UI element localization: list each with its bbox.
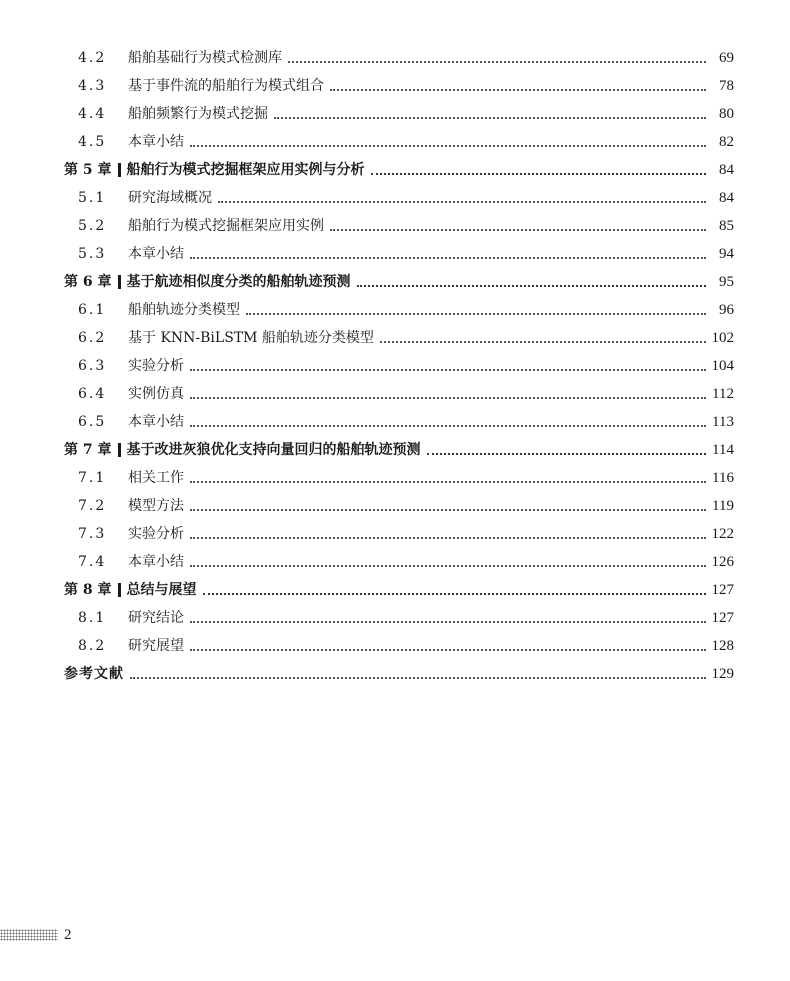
chapter-label: 第 7 章 [64, 442, 112, 458]
chapter-label: 第 5 章 [64, 162, 112, 178]
toc-entry[interactable] [64, 408, 734, 436]
leader-dots [190, 257, 706, 259]
entry-title: 船舶基础行为模式检测库 [128, 50, 282, 66]
page-number: 69 [719, 50, 734, 66]
section-number: 8.1 [78, 610, 107, 626]
section-number: 5.3 [78, 246, 107, 262]
chapter-bar [118, 275, 121, 289]
leader-dots [288, 61, 706, 63]
leader-dots [190, 509, 706, 511]
section-number: 5.1 [78, 190, 107, 206]
page-footer [0, 928, 72, 942]
section-number: 6.5 [78, 414, 107, 430]
page-number: 96 [719, 302, 734, 318]
chapter-title: 基于改进灰狼优化支持向量回归的船舶轨迹预测 [126, 442, 421, 458]
page-number: 127 [711, 582, 734, 598]
entry-title: 船舶频繁行为模式挖掘 [128, 106, 268, 122]
chapter-title: 船舶行为模式挖掘框架应用实例与分析 [126, 162, 365, 178]
toc-entry[interactable] [64, 380, 734, 408]
toc-entry[interactable] [64, 184, 734, 212]
entry-title: 本章小结 [128, 246, 184, 262]
leader-dots [330, 229, 706, 231]
entry-title: 研究海域概况 [128, 190, 212, 206]
entry-title: 模型方法 [128, 498, 184, 514]
leader-dots [246, 313, 706, 315]
page-number: 114 [712, 442, 734, 458]
toc-entry[interactable] [64, 44, 734, 72]
entry-title: 船舶行为模式挖掘框架应用实例 [128, 218, 324, 234]
page-number: 102 [711, 330, 734, 346]
toc-chapter-entry[interactable] [64, 268, 734, 296]
toc-entry[interactable] [64, 492, 734, 520]
section-number: 8.2 [78, 638, 107, 654]
section-number: 4.2 [78, 50, 107, 66]
leader-dots [190, 145, 706, 147]
leader-dots [274, 117, 706, 119]
page-number: 127 [711, 610, 734, 626]
page-number: 119 [712, 498, 734, 514]
chapter-label: 第 6 章 [64, 274, 112, 290]
table-of-contents [64, 44, 734, 688]
page-number: 82 [719, 134, 734, 150]
section-number: 5.2 [78, 218, 107, 234]
toc-entry[interactable] [64, 632, 734, 660]
leader-dots [330, 89, 706, 91]
toc-chapter-entry[interactable] [64, 576, 734, 604]
entry-title: 船舶轨迹分类模型 [128, 302, 240, 318]
page-number: 129 [711, 666, 734, 682]
leader-dots [203, 593, 706, 595]
chapter-bar [118, 583, 121, 597]
toc-chapter-entry[interactable] [64, 156, 734, 184]
toc-entry[interactable] [64, 296, 734, 324]
entry-title: 实例仿真 [128, 386, 184, 402]
leader-dots [190, 565, 706, 567]
page-number: 84 [719, 190, 734, 206]
page-number: 104 [711, 358, 734, 374]
leader-dots [190, 621, 706, 623]
leader-dots [218, 201, 706, 203]
toc-entry[interactable] [64, 128, 734, 156]
chapter-title: 总结与展望 [126, 582, 197, 598]
chapter-title: 基于航迹相似度分类的船舶轨迹预测 [126, 274, 351, 290]
section-number: 7.2 [78, 498, 107, 514]
page-number: 80 [719, 106, 734, 122]
page-number: 116 [712, 470, 734, 486]
page-number: 113 [712, 414, 734, 430]
dot-pattern-ornament [0, 929, 58, 941]
leader-dots [190, 537, 706, 539]
page-number: 112 [712, 386, 734, 402]
leader-dots [371, 173, 707, 175]
chapter-label: 第 8 章 [64, 582, 112, 598]
toc-entry[interactable] [64, 604, 734, 632]
page-number: 122 [711, 526, 734, 542]
section-number: 6.4 [78, 386, 107, 402]
section-number: 7.4 [78, 554, 107, 570]
page-number: 84 [719, 162, 734, 178]
leader-dots [190, 481, 706, 483]
toc-entry[interactable] [64, 352, 734, 380]
entry-title: 实验分析 [128, 358, 184, 374]
entry-title: 实验分析 [128, 526, 184, 542]
toc-references-entry[interactable] [64, 660, 734, 688]
toc-entry[interactable] [64, 520, 734, 548]
entry-title: 本章小结 [128, 134, 184, 150]
toc-entry[interactable] [64, 100, 734, 128]
leader-dots [357, 285, 707, 287]
page-number: 95 [719, 274, 734, 290]
section-number: 4.5 [78, 134, 107, 150]
folio-number: 2 [64, 926, 72, 943]
section-number: 4.3 [78, 78, 107, 94]
entry-title: 相关工作 [128, 470, 184, 486]
toc-entry[interactable] [64, 548, 734, 576]
leader-dots [130, 677, 706, 679]
toc-entry[interactable] [64, 212, 734, 240]
section-number: 6.1 [78, 302, 107, 318]
page-number: 85 [719, 218, 734, 234]
page-number: 126 [711, 554, 734, 570]
entry-title: 基于事件流的船舶行为模式组合 [128, 78, 324, 94]
leader-dots [190, 425, 706, 427]
section-number: 6.2 [78, 330, 107, 346]
section-number: 4.4 [78, 106, 107, 122]
leader-dots [190, 649, 706, 651]
page-number: 128 [711, 638, 734, 654]
page-number: 78 [719, 78, 734, 94]
section-number: 6.3 [78, 358, 107, 374]
section-number: 7.1 [78, 470, 107, 486]
entry-title: 研究结论 [128, 610, 184, 626]
leader-dots [380, 341, 706, 343]
entry-title: 本章小结 [128, 554, 184, 570]
section-number: 7.3 [78, 526, 107, 542]
entry-title: 基于 KNN-BiLSTM 船舶轨迹分类模型 [128, 330, 374, 346]
references-title: 参考文献 [64, 666, 124, 682]
entry-title: 本章小结 [128, 414, 184, 430]
toc-entry[interactable] [64, 464, 734, 492]
page-number: 94 [719, 246, 734, 262]
chapter-bar [118, 443, 121, 457]
leader-dots [427, 453, 707, 455]
leader-dots [190, 397, 706, 399]
leader-dots [190, 369, 706, 371]
toc-entry[interactable] [64, 72, 734, 100]
entry-title: 研究展望 [128, 638, 184, 654]
toc-entry[interactable] [64, 324, 734, 352]
toc-entry[interactable] [64, 240, 734, 268]
chapter-bar [118, 163, 121, 177]
toc-chapter-entry[interactable] [64, 436, 734, 464]
